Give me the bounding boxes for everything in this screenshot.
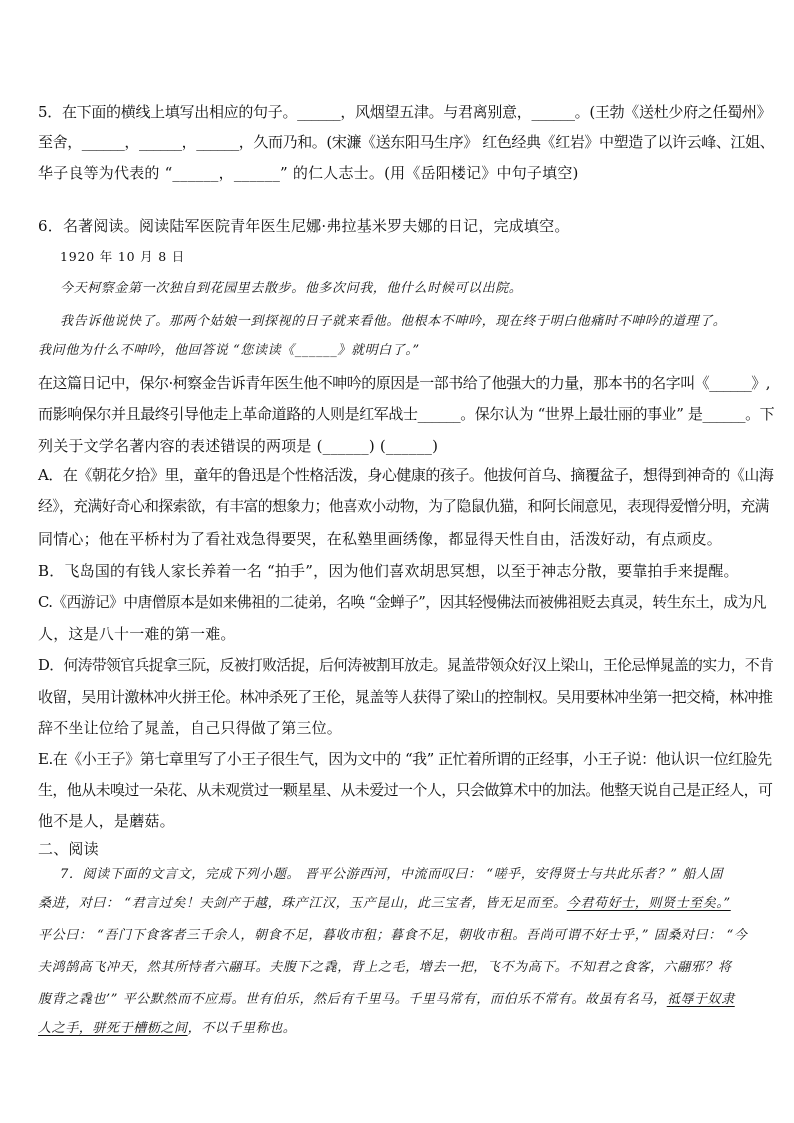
q6-body-2: 而影响保尔并且最终引导他走上革命道路的人则是红军战士______。保尔认为 “世界上最壮丽的事业” 是______。下 [38, 405, 775, 423]
option-c-line-1: C.《西游记》中唐僧原本是如来佛祖的二徒弟，名唤 “金蝉子”，因其轻慢佛法而被佛祖贬去真灵，转生东土，成为凡 [38, 594, 766, 611]
q7-underlined-sentence-1: 今君苟好士，则贤士至矣。” [566, 896, 731, 911]
q6-body-1: 在这篇日记中，保尔·柯察金告诉青年医生他不呻吟的原因是一部书给了他强大的力量，那本书的名字叫《______》, [38, 374, 771, 392]
q7-line-4: 夫鸿鹄高飞冲天，然其所恃者六翮耳。夫腹下之毳，背上之毛，增去一把，飞不为高下。不知君之食客，六翮邪？将 [38, 960, 732, 975]
option-a-line-2: 经》，充满好奇心和探索欲，有丰富的想象力；他喜欢小动物，为了隐鼠仇猫，和阿长闹意见，表现得爱憎分明，充满 [38, 498, 769, 515]
option-b: B．飞岛国的有钱人家长养着一名 “拍手”，因为他们喜欢胡思冥想，以至于神志分散，要靠拍手来提醒。 [38, 562, 739, 580]
q7-line-5-text: 腹背之毳也’” 平公默然而不应焉。世有伯乐，然后有千里马。千里马常有，而伯乐不常有。故虽有名马， [38, 992, 667, 1007]
q7-underlined-sentence-2b: 人之手，骈死于槽枥之间 [38, 1021, 188, 1036]
q7-line-1: 7．阅读下面的文言文，完成下列小题。 晋平公游西河，中流而叹曰： “嗟乎，安得贤士与共此乐者？” 船人固 [60, 867, 724, 882]
q7-line-5 [38, 989, 735, 1011]
diary-line-1: 今天柯察金第一次独自到花园里去散步。他多次问我，他什么时候可以出院。 [60, 281, 523, 296]
q5-line-3: 华子良等为代表的 “______，______” 的仁人志士。(用《岳阳楼记》中句子填空) [38, 164, 579, 182]
q7-line-6-rest: ，不以千里称也。 [187, 1021, 297, 1036]
option-e-line-3: 他不是人，是蘑菇。 [38, 812, 175, 830]
diary-line-2: 我告诉他说快了。那两个姑娘一到探视的日子就来看他。他根本不呻吟，现在终于明白他痛时不呻吟的道理了。 [60, 314, 727, 329]
q6-body-3: 列关于文学名著内容的表述错误的两项是 (______) (______) [38, 437, 439, 455]
option-c-line-2: 人，这是八十一难的第一难。 [38, 625, 236, 643]
q7-line-2 [38, 893, 731, 915]
option-a-line-1: A．在《朝花夕拾》里，童年的鲁迅是个性格活泼，身心健康的孩子。他拔何首乌、摘覆盆子，想得到神奇的《山海 [38, 466, 774, 484]
option-e-line-1: E.在《小王子》第七章里写了小王子很生气，因为文中的 “我” 正忙着所谓的正经事，小王子说：他认识一位红脸先 [38, 750, 772, 768]
q7-underlined-sentence-2a: 祗辱于奴隶 [666, 992, 735, 1007]
option-d-line-2: 收留，吴用计激林冲火拼王伦。林冲杀死了王伦，晁盖等人获得了梁山的控制权。吴用要林冲坐第一把交椅，林冲推 [38, 688, 773, 706]
section-heading: 二、阅读 [38, 840, 99, 858]
q7-line-2-text: 桑进，对曰： “君言过矣！夫剑产于越，珠产江汉，玉产昆山，此三宝者，皆无足而至。 [38, 896, 567, 911]
option-a-line-3: 同情心；他在平桥村为了看社戏急得要哭，在私塾里画绣像，都显得天性自由，活泼好动，有点顽皮。 [38, 530, 723, 548]
q7-line-3: 平公曰： “吾门下食客者三千余人，朝食不足，暮收市租；暮食不足，朝收市租。吾尚可谓不好士乎，” 固桑对曰： “今 [38, 928, 748, 943]
option-d-line-3: 辞不坐让位给了晁盖，自己只得做了第三位。 [38, 719, 343, 737]
diary-line-3: 我问他为什么不呻吟，他回答说 “您读读《______》就明白了。” [38, 343, 420, 358]
diary-date: 1920 年 10 月 8 日 [60, 249, 186, 264]
q5-line-2: 至舍，______，______，______，久而乃和。(宋濂《送东阳马生序》 红色经典《红岩》中塑造了以许云峰、江姐、 [38, 133, 775, 151]
q7-line-6 [38, 1018, 296, 1040]
q5-line-1: 5．在下面的横线上填写出相应的句子。______，风烟望五津。与君离别意，______。(王勃《送杜少府之任蜀州》 [38, 103, 772, 121]
option-e-line-2: 生，他从未嗅过一朵花、从未观赏过一颗星星、从未爱过一个人，只会做算术中的加法。他整天说自己是正经人，可 [38, 781, 773, 799]
option-d-line-1: D．何涛带领官兵捉拿三阮，反被打败活捉，后何涛被割耳放走。晁盖带领众好汉上梁山，王伦忌惮晁盖的实力，不肯 [38, 657, 774, 674]
q6-title: 6．名著阅读。阅读陆军医院青年医生尼娜·弗拉基米罗夫娜的日记，完成填空。 [38, 217, 570, 235]
